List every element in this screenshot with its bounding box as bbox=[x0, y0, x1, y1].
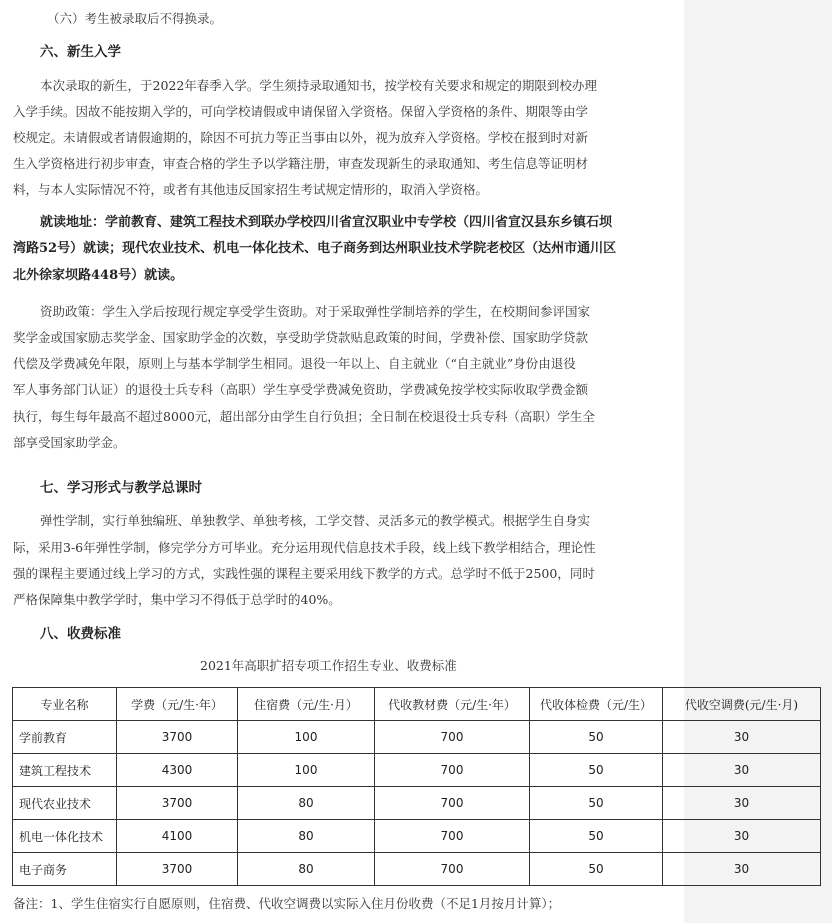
cell-accommodation: 80 bbox=[238, 787, 375, 820]
cell-accommodation: 100 bbox=[238, 721, 375, 754]
s6-para-line: 料，与本人实际情况不符，或者有其他违反国家招生考试规定情形的，取消入学资格。 bbox=[13, 182, 489, 197]
aid-line: 奖学金或国家励志奖学金、国家助学金的次数，享受助学贷款贴息政策的时间，学费补偿、国家助学贷款 bbox=[13, 330, 589, 345]
table-note: 备注：1、学生住宿实行自愿原则，住宿费、代收空调费以实际入住月份收费（不足1月按月计算）； bbox=[13, 896, 561, 911]
s7-para-line: 弹性学制，实行单独编班、单独教学、单独考核，工学交替、灵活多元的教学模式。根据学生自身实 bbox=[40, 513, 591, 528]
section-7-title: 七、学习形式与教学总课时 bbox=[40, 480, 202, 496]
section-6-title: 六、新生入学 bbox=[40, 44, 121, 60]
table-row bbox=[13, 787, 821, 820]
cell-tuition: 4100 bbox=[117, 820, 238, 853]
cell-medical: 50 bbox=[530, 754, 663, 787]
cell-aircon: 30 bbox=[663, 721, 821, 754]
section-8-title: 八、收费标准 bbox=[40, 626, 121, 642]
header-major: 专业名称 bbox=[13, 688, 117, 721]
cell-accommodation: 80 bbox=[238, 820, 375, 853]
aid-line: 执行，每生每年最高不超过8000元，超出部分由学生自行负担；全日制在校退役士兵专科（高职）学生全 bbox=[13, 409, 595, 424]
cell-major: 建筑工程技术 bbox=[13, 754, 117, 787]
cell-medical: 50 bbox=[530, 820, 663, 853]
cell-major: 机电一体化技术 bbox=[13, 820, 117, 853]
cell-tuition: 3700 bbox=[117, 853, 238, 886]
header-medical: 代收体检费（元/生） bbox=[530, 688, 663, 721]
aid-line: 代偿及学费减免年限，原则上与基本学制学生相同。退役一年以上、自主就业（“自主就业”身份由退役 bbox=[13, 356, 576, 371]
table-caption: 2021年高职扩招专项工作招生专业、收费标准 bbox=[200, 658, 457, 673]
cell-accommodation: 80 bbox=[238, 853, 375, 886]
table-row bbox=[13, 853, 821, 886]
cell-tuition: 3700 bbox=[117, 787, 238, 820]
cell-textbook: 700 bbox=[375, 754, 530, 787]
cell-medical: 50 bbox=[530, 721, 663, 754]
s7-para-line: 强的课程主要通过线上学习的方式，实践性强的课程主要采用线下教学的方式。总学时不低于2500，同时 bbox=[13, 566, 595, 581]
cell-major: 现代农业技术 bbox=[13, 787, 117, 820]
cell-textbook: 700 bbox=[375, 853, 530, 886]
cell-aircon: 30 bbox=[663, 820, 821, 853]
cell-aircon: 30 bbox=[663, 787, 821, 820]
cell-medical: 50 bbox=[530, 787, 663, 820]
aid-line: 部享受国家助学金。 bbox=[13, 435, 126, 450]
cell-aircon: 30 bbox=[663, 754, 821, 787]
s6-para-line: 本次录取的新生，于2022年春季入学。学生须持录取通知书，按学校有关要求和规定的期限到校办理 bbox=[40, 78, 597, 93]
cell-aircon: 30 bbox=[663, 853, 821, 886]
cell-textbook: 700 bbox=[375, 820, 530, 853]
header-aircon: 代收空调费(元/生·月) bbox=[663, 688, 821, 721]
header-accommodation: 住宿费（元/生·月） bbox=[238, 688, 375, 721]
aid-line: 军人事务部门认证）的退役士兵专科（高职）学生享受学费减免资助，学费减免按学校实际收取学费金额 bbox=[13, 382, 589, 397]
table-header-row bbox=[13, 688, 821, 721]
cell-major: 学前教育 bbox=[13, 721, 117, 754]
header-textbook: 代收教材费（元/生·年） bbox=[375, 688, 530, 721]
cell-major: 电子商务 bbox=[13, 853, 117, 886]
cell-textbook: 700 bbox=[375, 721, 530, 754]
cell-tuition: 3700 bbox=[117, 721, 238, 754]
cell-medical: 50 bbox=[530, 853, 663, 886]
s6-para-line: 校规定。未请假或者请假逾期的，除因不可抗力等正当事由以外，视为放弃入学资格。学校在报到时对新 bbox=[13, 130, 589, 145]
clause-6: （六）考生被录取后不得换录。 bbox=[47, 11, 223, 26]
address-line: 就读地址：学前教育、建筑工程技术到联办学校四川省宣汉职业中专学校（四川省宣汉县东乡镇石坝 bbox=[40, 215, 613, 230]
s7-para-line: 严格保障集中教学学时，集中学习不得低于总学时的40%。 bbox=[13, 592, 341, 607]
address-line: 湾路52号）就读；现代农业技术、机电一体化技术、电子商务到达州职业技术学院老校区（达州市通川区 bbox=[13, 241, 617, 256]
header-tuition: 学费（元/生·年） bbox=[117, 688, 238, 721]
s6-para-line: 生入学资格进行初步审查，审查合格的学生予以学籍注册，审查发现新生的录取通知、考生信息等证明材 bbox=[13, 156, 589, 171]
cell-textbook: 700 bbox=[375, 787, 530, 820]
aid-line: 资助政策：学生入学后按现行规定享受学生资助。对于采取弹性学制培养的学生，在校期间参评国家 bbox=[40, 304, 591, 319]
table-row bbox=[13, 721, 821, 754]
cell-accommodation: 100 bbox=[238, 754, 375, 787]
cell-tuition: 4300 bbox=[117, 754, 238, 787]
fee-table bbox=[12, 687, 821, 886]
s7-para-line: 际，采用3-6年弹性学制，修完学分方可毕业。充分运用现代信息技术手段，线上线下教学相结合，理论性 bbox=[13, 540, 596, 555]
table-row bbox=[13, 820, 821, 853]
s6-para-line: 入学手续。因故不能按期入学的，可向学校请假或申请保留入学资格。保留入学资格的条件、期限等由学 bbox=[13, 104, 589, 119]
table-row bbox=[13, 754, 821, 787]
address-line: 北外徐家坝路448号）就读。 bbox=[13, 268, 184, 283]
